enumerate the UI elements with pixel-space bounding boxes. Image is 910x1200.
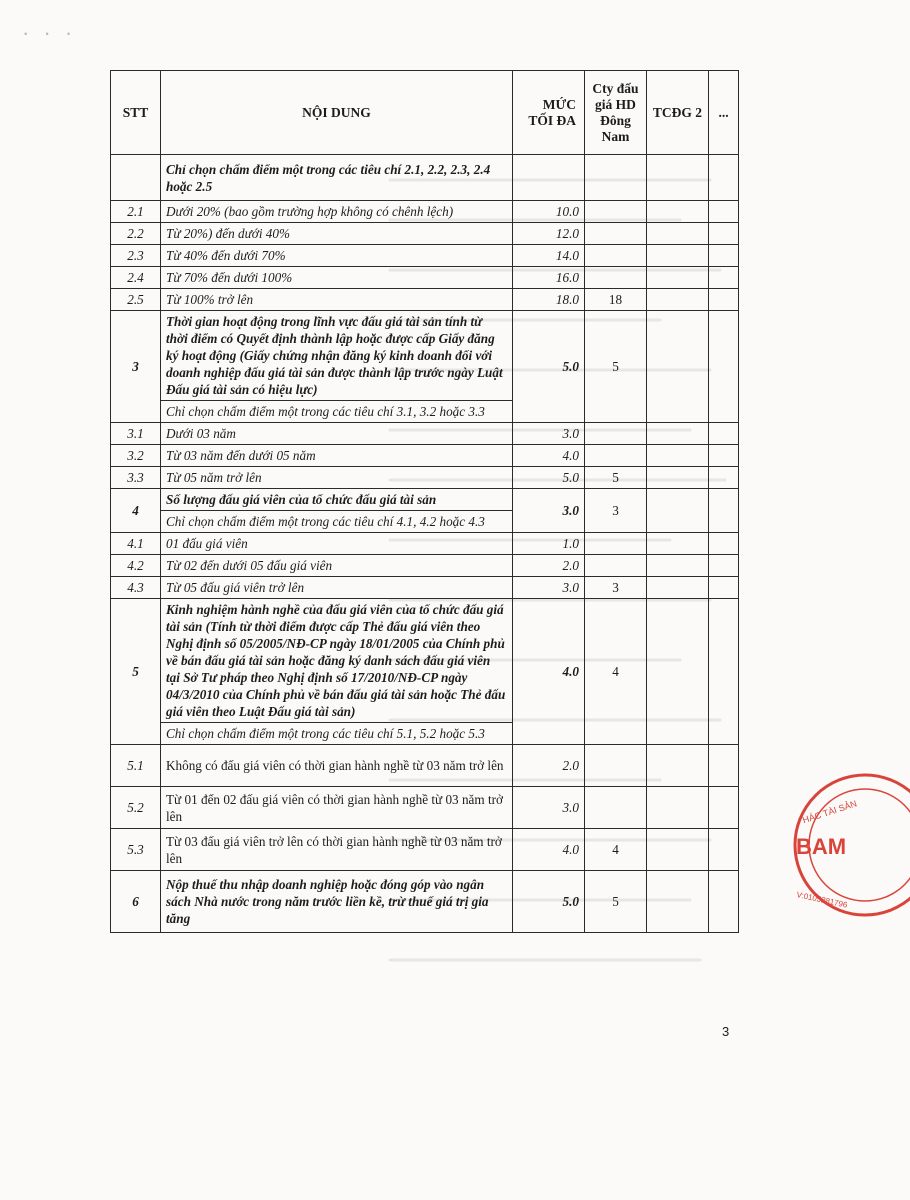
row-stt: 2.3	[111, 245, 161, 267]
page-number: 3	[722, 1024, 730, 1039]
row-content: Chỉ chọn chấm điểm một trong các tiêu chí 2.1, 2.2, 2.3, 2.4 hoặc 2.5	[161, 155, 513, 201]
table-row	[111, 223, 739, 245]
row-score: 3	[585, 577, 647, 599]
table-row	[111, 289, 739, 311]
row-max: 5.0	[513, 871, 585, 933]
row-stt: 5	[111, 599, 161, 745]
row-more-cell	[709, 267, 739, 289]
row-content: Từ 05 năm trở lên	[161, 467, 513, 489]
row-max: 16.0	[513, 267, 585, 289]
row-content: Số lượng đấu giá viên của tổ chức đấu giá tài sản	[161, 489, 513, 511]
table-row	[111, 155, 739, 201]
row-score	[585, 423, 647, 445]
table-row	[111, 577, 739, 599]
row-stt: 5.2	[111, 787, 161, 829]
row-max: 5.0	[513, 467, 585, 489]
row-score: 5	[585, 311, 647, 423]
row-tcdg-cell	[647, 445, 709, 467]
row-content: Thời gian hoạt động trong lĩnh vực đấu giá tài sản tính từ thời điểm có Quyết định thành lập hoặc được cấp Giấy đăng ký hoạt động (Giấy chứng nhận đăng ký kinh doanh đối với doanh nghiệp đấu giá tài sản được thành lập trước ngày Luật Đấu giá tài sản có hiệu lực)	[161, 311, 513, 401]
row-more-cell	[709, 423, 739, 445]
table-row	[111, 245, 739, 267]
row-score	[585, 155, 647, 201]
row-max: 10.0	[513, 201, 585, 223]
row-score	[585, 745, 647, 787]
row-max: 14.0	[513, 245, 585, 267]
row-stt: 4.2	[111, 555, 161, 577]
row-more-cell	[709, 555, 739, 577]
row-tcdg-cell	[647, 555, 709, 577]
row-tcdg-cell	[647, 245, 709, 267]
row-score	[585, 555, 647, 577]
table-row	[111, 787, 739, 829]
row-score	[585, 245, 647, 267]
row-max: 3.0	[513, 577, 585, 599]
row-score	[585, 201, 647, 223]
row-stt: 5.3	[111, 829, 161, 871]
row-max: 2.0	[513, 555, 585, 577]
row-max	[513, 155, 585, 201]
row-tcdg-cell	[647, 467, 709, 489]
row-content: Từ 05 đấu giá viên trở lên	[161, 577, 513, 599]
row-content: Từ 40% đến dưới 70%	[161, 245, 513, 267]
row-more-cell	[709, 787, 739, 829]
row-score	[585, 533, 647, 555]
stamp-top-text: HÁC TÀI SẢN	[801, 798, 859, 826]
row-score	[585, 267, 647, 289]
row-max: 18.0	[513, 289, 585, 311]
row-tcdg-cell	[647, 311, 709, 423]
corner-scan-mark: · · ·	[22, 20, 77, 45]
row-stt: 2.1	[111, 201, 161, 223]
row-tcdg-cell	[647, 289, 709, 311]
row-stt	[111, 155, 161, 201]
row-stt: 4	[111, 489, 161, 533]
row-content: Từ 20%) đến dưới 40%	[161, 223, 513, 245]
row-score: 5	[585, 467, 647, 489]
row-score: 5	[585, 871, 647, 933]
row-stt: 2.2	[111, 223, 161, 245]
row-tcdg-cell	[647, 577, 709, 599]
row-tcdg-cell	[647, 829, 709, 871]
row-content: 01 đấu giá viên	[161, 533, 513, 555]
row-max: 4.0	[513, 829, 585, 871]
table-row	[111, 599, 739, 723]
table-row	[111, 829, 739, 871]
row-tcdg-cell	[647, 745, 709, 787]
row-content: Dưới 20% (bao gồm trường hợp không có chênh lệch)	[161, 201, 513, 223]
row-stt: 3.2	[111, 445, 161, 467]
table-row	[111, 423, 739, 445]
row-content: Từ 01 đến 02 đấu giá viên có thời gian hành nghề từ 03 năm trở lên	[161, 787, 513, 829]
table-row	[111, 267, 739, 289]
row-more-cell	[709, 155, 739, 201]
row-stt: 4.3	[111, 577, 161, 599]
table-row	[111, 445, 739, 467]
row-more-cell	[709, 577, 739, 599]
table-row	[111, 745, 739, 787]
row-max: 4.0	[513, 445, 585, 467]
row-max: 5.0	[513, 311, 585, 423]
row-more-cell	[709, 201, 739, 223]
row-tcdg-cell	[647, 423, 709, 445]
row-score: 18	[585, 289, 647, 311]
row-score	[585, 445, 647, 467]
row-more-cell	[709, 467, 739, 489]
row-stt: 2.5	[111, 289, 161, 311]
row-stt: 6	[111, 871, 161, 933]
header-more: ...	[709, 71, 739, 155]
header-tcdg-2: TCĐG 2	[647, 71, 709, 155]
row-score	[585, 223, 647, 245]
row-max: 1.0	[513, 533, 585, 555]
row-max: 2.0	[513, 745, 585, 787]
row-more-cell	[709, 599, 739, 745]
table-row	[111, 467, 739, 489]
row-max: 3.0	[513, 787, 585, 829]
row-tcdg-cell	[647, 787, 709, 829]
row-content: Không có đấu giá viên có thời gian hành nghề từ 03 năm trở lên	[161, 745, 513, 787]
header-stt: STT	[111, 71, 161, 155]
row-content: Nộp thuế thu nhập doanh nghiệp hoặc đóng góp vào ngân sách Nhà nước trong năm trước liền kề, trừ thuế giá trị gia tăng	[161, 871, 513, 933]
row-more-cell	[709, 223, 739, 245]
scoring-table	[110, 70, 739, 933]
row-stt: 3	[111, 311, 161, 423]
row-stt: 3.1	[111, 423, 161, 445]
row-tcdg-cell	[647, 533, 709, 555]
row-score: 4	[585, 599, 647, 745]
row-content: Dưới 03 năm	[161, 423, 513, 445]
row-more-cell	[709, 829, 739, 871]
header-max-score: MỨC TỐI ĐA	[513, 71, 585, 155]
row-max: 12.0	[513, 223, 585, 245]
header-company-hd-dong-nam: Cty đấu giá HD Đông Nam	[585, 71, 647, 155]
row-more-cell	[709, 533, 739, 555]
row-tcdg-cell	[647, 599, 709, 745]
row-content: Kinh nghiệm hành nghề của đấu giá viên của tổ chức đấu giá tài sản (Tính từ thời điểm được cấp Thẻ đấu giá viên theo Nghị định số 05/2005/NĐ-CP ngày 18/01/2005 của Chính phủ về bán đấu giá tài sản hoặc đăng ký danh sách đấu giá viên tại Sở Tư pháp theo Nghị định số 17/2010/NĐ-CP ngày 04/3/2010 của Chính phủ về bán đấu giá tài sản hoặc Thẻ đấu giá viên theo Luật Đấu giá tài sản)	[161, 599, 513, 723]
row-more-cell	[709, 311, 739, 423]
row-stt: 5.1	[111, 745, 161, 787]
row-tcdg-cell	[647, 871, 709, 933]
row-max: 4.0	[513, 599, 585, 745]
row-max: 3.0	[513, 489, 585, 533]
table-row	[111, 489, 739, 511]
table-row	[111, 533, 739, 555]
row-more-cell	[709, 871, 739, 933]
header-content: NỘI DUNG	[161, 71, 513, 155]
row-score: 3	[585, 489, 647, 533]
stamp-mid-text: BAM	[796, 834, 847, 859]
row-content-note: Chỉ chọn chấm điểm một trong các tiêu chí 4.1, 4.2 hoặc 4.3	[161, 511, 513, 533]
table-row	[111, 311, 739, 401]
row-max: 3.0	[513, 423, 585, 445]
row-tcdg-cell	[647, 489, 709, 533]
stamp-bottom-text: V:0105281796	[795, 890, 849, 910]
row-stt: 4.1	[111, 533, 161, 555]
row-tcdg-cell	[647, 201, 709, 223]
row-content: Từ 70% đến dưới 100%	[161, 267, 513, 289]
row-more-cell	[709, 489, 739, 533]
row-stt: 2.4	[111, 267, 161, 289]
table-row	[111, 871, 739, 933]
row-tcdg-cell	[647, 155, 709, 201]
row-content: Từ 100% trở lên	[161, 289, 513, 311]
row-score: 4	[585, 829, 647, 871]
row-content: Chỉ chọn chấm điểm một trong các tiêu chí 3.1, 3.2 hoặc 3.3	[161, 401, 513, 423]
header-row	[111, 71, 739, 155]
row-tcdg-cell	[647, 267, 709, 289]
row-more-cell	[709, 289, 739, 311]
row-content: Từ 03 đấu giá viên trở lên có thời gian hành nghề từ 03 năm trở lên	[161, 829, 513, 871]
row-stt: 3.3	[111, 467, 161, 489]
row-more-cell	[709, 445, 739, 467]
company-seal-stamp	[790, 770, 910, 920]
row-score	[585, 787, 647, 829]
row-more-cell	[709, 245, 739, 267]
row-content: Từ 02 đến dưới 05 đấu giá viên	[161, 555, 513, 577]
row-more-cell	[709, 745, 739, 787]
table-row	[111, 555, 739, 577]
row-content: Từ 03 năm đến dưới 05 năm	[161, 445, 513, 467]
row-content-note: Chỉ chọn chấm điểm một trong các tiêu chí 5.1, 5.2 hoặc 5.3	[161, 723, 513, 745]
table-row	[111, 201, 739, 223]
row-tcdg-cell	[647, 223, 709, 245]
